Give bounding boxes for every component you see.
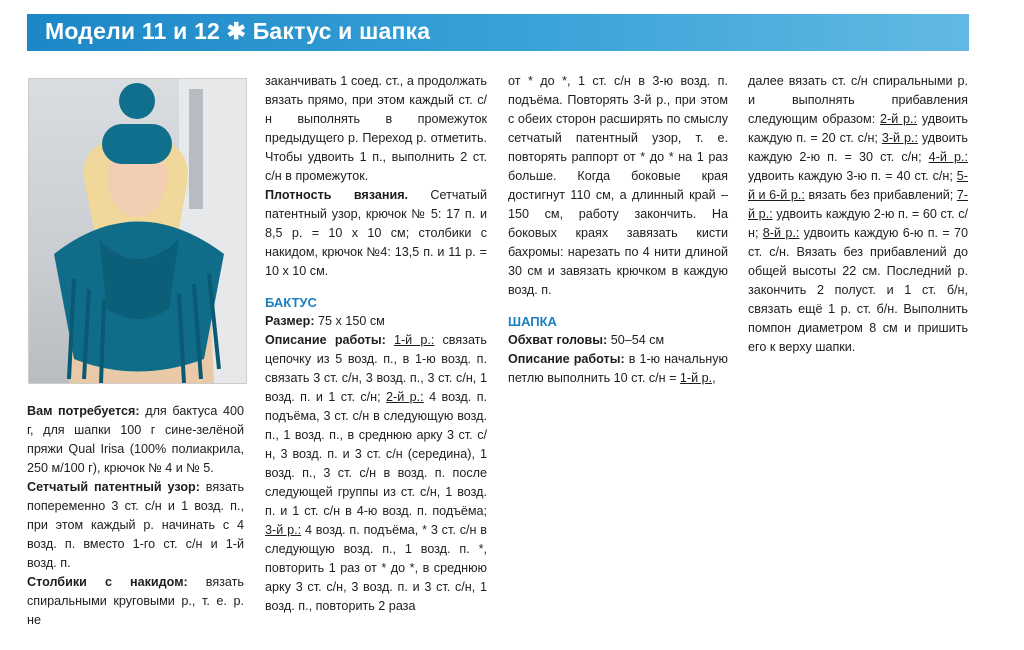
net-pattern-label: Сетчатый патентный узор: bbox=[27, 480, 200, 494]
baktus-finish-paragraph: от * до *, 1 ст. с/н в 3-ю возд. п. подъёма. Повторять 3-й р., при этом с обеих сторон расширять по смыслу сетчатый патентный узор, т. е. повторять раппорт от * до * на 1 раз больше. Когда боковые края достигнут 110 см, а длинный край – 150 см, работу закончить. На боковых краях завязать кисти бахромы: нарезать по 4 нити длиной 30 см и завязать крючком в каждую возд. п. bbox=[508, 74, 728, 297]
row-2-text: 4 возд. п. подъёма, 3 ст. с/н в следующую возд. п., 1 возд. п., в среднюю арку 3 ст. с/н, 3 возд. п. и 3 ст. с/н (середина), 1 возд. п., 3 ст. с/н в возд. п. после следующей группы из ст. с/н, 1 возд. п. и 1 ст. с/н в 4-ю возд. п. подъёма; bbox=[265, 390, 488, 518]
hat-row-8-label: 8-й р.: bbox=[762, 226, 800, 240]
head-girth-text: 50–54 см bbox=[607, 333, 665, 347]
hat-row-4-label: 4-й р.: bbox=[928, 150, 968, 164]
hat-row-2-text: удвоить каждую п. = 20 ст. с/н; bbox=[748, 112, 968, 145]
head-girth-paragraph bbox=[508, 331, 728, 350]
materials-text: для бактуса 400 г, для шапки 100 г сине-зелёной пряжи Qual Irisa (100% полиакрила, 250 м/100 г), крючок № 4 и № 5. bbox=[27, 404, 244, 475]
hat-row-7-label: 7-й р.: bbox=[748, 188, 968, 221]
hat-desc-text: в 1-ю начальную петлю выполнить 10 ст. с/н = bbox=[508, 352, 729, 385]
dc-text: вязать спиральными круговыми р., т. е. р. не bbox=[27, 575, 244, 627]
row-1-label: 1-й р.: bbox=[393, 333, 435, 347]
density-text: Сетчатый патентный узор, крючок № 5: 17 п. и 8,5 р. = 10 х 10 см; столбики с накидом, крючок №4: 13,5 п. и 11 р. = 10 х 10 см. bbox=[265, 188, 488, 278]
model-photo-illustration bbox=[29, 79, 246, 383]
size-text: 75 х 150 см bbox=[314, 314, 385, 328]
hat-desc-label: Описание работы: bbox=[508, 352, 625, 366]
hat-row-4-text: удвоить каждую 3-ю п. = 40 ст. с/н; bbox=[748, 169, 957, 183]
hat-row-2-label: 2-й р.: bbox=[880, 112, 918, 126]
page-title: Модели 11 и 12 ✱ Бактус и шапка bbox=[45, 18, 431, 44]
baktus-desc-label: Описание работы: bbox=[265, 333, 386, 347]
hat-intro-text: далее вязать ст. с/н спиральными р. и выполнять прибавления следующим образом: bbox=[748, 74, 968, 126]
hat-rows-paragraph bbox=[748, 72, 968, 357]
row-2-label: 2-й р.: bbox=[386, 390, 424, 404]
baktus-heading: БАКТУС bbox=[265, 295, 317, 310]
dc-label: Столбики с накидом: bbox=[27, 575, 188, 589]
model-photo bbox=[28, 78, 247, 384]
title-banner bbox=[27, 14, 969, 51]
column-4 bbox=[748, 72, 968, 357]
density-label: Плотность вязания. bbox=[265, 188, 409, 202]
head-girth-label: Обхват головы: bbox=[508, 333, 608, 347]
density-paragraph bbox=[265, 186, 487, 281]
hat-row-7-text: удвоить каждую 2-ю п. = 60 ст. с/н; bbox=[748, 207, 968, 240]
row-1-text: связать цепочку из 5 возд. п., в 1-ю возд. п. связать 3 ст. с/н, 3 возд. п., 3 ст. с/н, 1 возд. п. и 1 ст. с/н; bbox=[265, 333, 487, 404]
size-paragraph bbox=[265, 312, 487, 331]
materials-paragraph bbox=[27, 402, 244, 478]
dc-paragraph bbox=[27, 573, 244, 630]
size-label: Размер: bbox=[265, 314, 315, 328]
hat-row-3-text: удвоить каждую 2-ю п. = 30 ст. с/н; bbox=[748, 131, 968, 164]
materials-label: Вам потребуется: bbox=[27, 404, 140, 418]
row-3-text: 4 возд. п. подъёма, * 3 ст. с/н в следующую возд. п., 1 возд. п. *, повторить 1 раз от * до *, в среднюю арку 3 ст. с/н, 3 возд. п. и 3 ст. с/н, 1 возд. п., повторить 2 раза bbox=[265, 523, 487, 613]
hat-row-1-label: 1-й р., bbox=[679, 371, 716, 385]
column-2 bbox=[265, 72, 487, 616]
hat-row-5-6-text: вязать без прибавлений; bbox=[804, 188, 957, 202]
hat-row-3-label: 3-й р.: bbox=[881, 131, 918, 145]
hat-row-8-text: удвоить каждую 6-ю п. = 70 ст. с/н. Вязать без прибавлений до общей высоты 22 см. Последний р. закончить 2 полуст. и 1 ст. б/н, связать ещё 1 р. ст. б/н. Выполнить помпон диаметром 8 см и пришить его к верху шапки. bbox=[748, 226, 969, 354]
row-3-label: 3-й р.: bbox=[265, 523, 302, 537]
continuation-paragraph: заканчивать 1 соед. ст., а продолжать вязать прямо, при этом каждый ст. с/н выполнять в промежуток предыдущего р. Переход р. отметить. Чтобы удвоить 1 п., выполнить 2 ст. с/н в промежуток. bbox=[265, 74, 487, 183]
column-3 bbox=[508, 72, 728, 388]
hat-heading: ШАПКА bbox=[508, 314, 557, 329]
column-1 bbox=[27, 402, 244, 630]
net-pattern-text: вязать попеременно 3 ст. с/н и 1 возд. п., при этом каждый р. начинать с 4 возд. п. вместо 1-го ст. с/н и 1-й возд. п. bbox=[27, 480, 245, 570]
hat-row-5-6-label: 5-й и 6-й р.: bbox=[748, 169, 968, 202]
baktus-instructions bbox=[265, 331, 487, 616]
net-pattern-paragraph bbox=[27, 478, 244, 573]
hat-instructions bbox=[508, 350, 728, 388]
